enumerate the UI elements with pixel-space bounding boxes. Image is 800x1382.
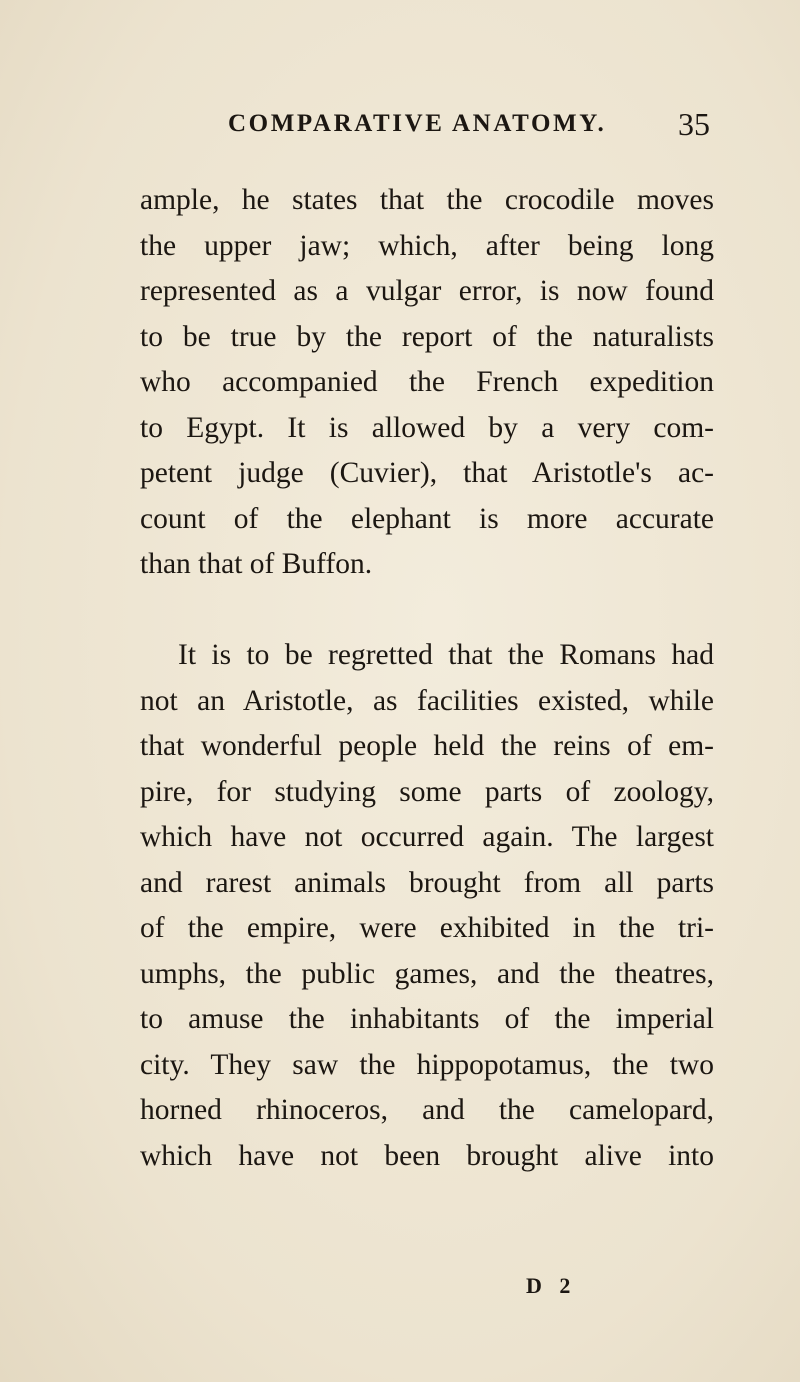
paragraph-gap (140, 588, 714, 634)
signature-mark: D 2 (526, 1273, 577, 1298)
page-number: 35 (678, 106, 710, 142)
text-line: that wonderful people held the reins of em- (140, 730, 714, 762)
text-line: petent judge (Cuvier), that Aristotle's ac- (140, 457, 714, 489)
text-line: and rarest animals brought from all parts (140, 866, 714, 899)
text-line: to amuse the inhabitants of the imperial (140, 1003, 714, 1035)
text-line: than that of Buffon. (140, 548, 373, 580)
text-line: the upper jaw; which, after being long (140, 229, 714, 262)
text-line: which have not occurred again. The largest (140, 821, 714, 853)
text-line: city. They saw the hippopotamus, the two (140, 1048, 714, 1081)
text-line: not an Aristotle, as facilities existed, while (140, 684, 714, 717)
text-line: of the empire, were exhibited in the tri- (140, 912, 714, 944)
text-line: to Egypt. It is allowed by a very com- (140, 411, 714, 444)
text-line: who accompanied the French expedition (140, 366, 714, 398)
text-line: count of the elephant is more accurate (140, 502, 714, 535)
running-head (228, 106, 710, 146)
body-text (140, 178, 714, 1179)
running-title: COMPARATIVE ANATOMY. (228, 110, 607, 137)
text-line: ample, he states that the crocodile moves (140, 184, 714, 216)
text-line: It is to be regretted that the Romans had (178, 639, 714, 671)
text-line: which have not been brought alive into (140, 1139, 714, 1172)
text-line: represented as a vulgar error, is now found (140, 275, 714, 307)
text-line: pire, for studying some parts of zoology, (140, 775, 714, 808)
text-line: umphs, the public games, and the theatres, (140, 957, 714, 990)
text-line: horned rhinoceros, and the camelopard, (140, 1094, 714, 1126)
text-line: to be true by the report of the naturalists (140, 320, 714, 353)
